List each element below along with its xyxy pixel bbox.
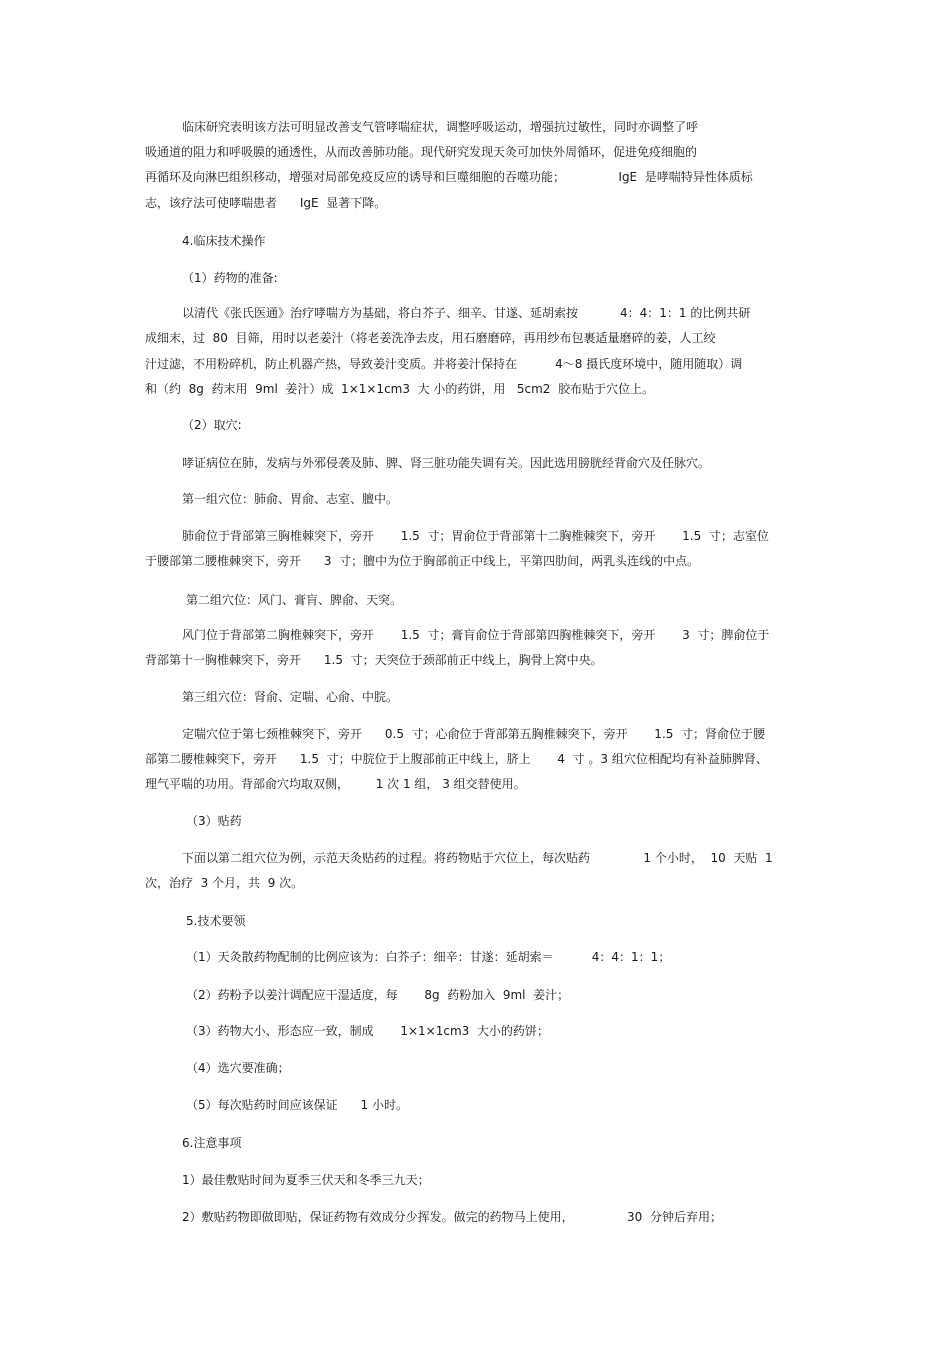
section-heading: 4.临床技术操作 [182, 234, 266, 248]
paragraph-line: 以清代《张氏医通》治疗哮喘方为基础，将白芥子、细辛、甘遂、延胡索按 4：4：1：1 的比例共研 [182, 306, 751, 320]
paragraph-line: 吸通道的阻力和呼吸膜的通透性，从而改善肺功能。现代研究发现天灸可加快外周循环，促进免疫细胞的 [145, 145, 698, 159]
paragraph-line: 下面以第二组穴位为例，示范天灸贴药的过程。将药物贴于穴位上，每次贴药 1 个小时， 10 天贴 1 [182, 851, 773, 865]
paragraph-line: 于腰部第二腰椎棘突下，旁开 3 寸；膻中为位于胸部前正中线上，平第四肋间，两乳头连线的中点。 [145, 554, 700, 568]
paragraph-line: 第二组穴位：风门、膏肓、脾俞、天突。 [186, 593, 403, 607]
list-item: 2）敷贴药物即做即贴，保证药物有效成分少挥发。做完的药物马上使用， 30 分钟后弃用； [182, 1210, 722, 1224]
paragraph-line: 风门位于背部第二胸椎棘突下，旁开 1.5 寸；膏肓俞位于背部第四胸椎棘突下，旁开 3 寸；脾俞位于 [182, 628, 770, 642]
list-item: （4）选穴要准确； [186, 1061, 290, 1075]
list-item: （5）每次贴药时间应该保证 1 小时。 [186, 1098, 408, 1112]
section-heading: 5.技术要领 [186, 914, 246, 928]
section-heading: 6.注意事项 [182, 1136, 242, 1150]
paragraph-line: 哮证病位在肺，发病与外邪侵袭及肺、脾、肾三脏功能失调有关。因此选用膀胱经背俞穴及任脉穴。 [182, 456, 711, 470]
list-item: （1）天灸散药物配制的比例应该为：白芥子：细辛：甘遂：延胡索＝ 4：4：1：1； [186, 950, 671, 964]
list-item: （2）药粉予以姜汁调配应干湿适度，每 8g 药粉加入 9ml 姜汁； [186, 988, 570, 1002]
list-item: 1）最佳敷贴时间为夏季三伏天和冬季三九天； [182, 1173, 430, 1187]
paragraph-line: 成细末，过 80 目筛，用时以老姜汁（将老姜洗净去皮，用石磨磨碎，再用纱布包裹适量磨碎的姜，人工绞 [145, 331, 716, 345]
paragraph-line: 定喘穴位于第七颈椎棘突下，旁开 0.5 寸；心俞位于背部第五胸椎棘突下，旁开 1.5 寸；肾俞位于腰 [182, 727, 766, 741]
paragraph-line: 第一组穴位：肺俞、胃俞、志室、膻中。 [182, 492, 399, 506]
list-item: （3）药物大小、形态应一致，制成 1×1×1cm3 大小的药饼； [186, 1024, 549, 1038]
paragraph-line: 理气平喘的功用。背部俞穴均取双侧， 1 次 1 组， 3 组交替使用。 [145, 777, 526, 791]
paragraph-line: 再循环及向淋巴组织移动，增强对局部免疫反应的诱导和巨噬细胞的吞噬功能； IgE 是哮喘特异性体质标 [145, 170, 753, 184]
subsection-heading: （2）取穴: [182, 418, 242, 432]
subsection-heading: （1）药物的准备: [182, 271, 278, 285]
paragraph-line: 第三组穴位：肾俞、定喘、心俞、中脘。 [182, 690, 399, 704]
subsection-heading: （3）贴药 [186, 814, 242, 828]
paragraph-line: 次，治疗 3 个月，共 9 次。 [145, 876, 304, 890]
paragraph-line: 临床研究表明该方法可明显改善支气管哮喘症状，调整呼吸运动，增强抗过敏性，同时亦调整了呼 [182, 120, 699, 134]
paragraph-line: 志，该疗法可使哮喘患者 IgE 显著下降。 [145, 196, 387, 210]
paragraph-line: 肺俞位于背部第三胸椎棘突下，旁开 1.5 寸；胃俞位于背部第十二胸椎棘突下，旁开 1.5 寸；志室位 [182, 529, 769, 543]
paragraph-line: 汁过滤，不用粉碎机，防止机器产热，导致姜汁变质。并将姜汁保持在 4～8 摄氏度环境中，随用随取）调 [145, 357, 743, 371]
paragraph-line: 背部第十一胸椎棘突下，旁开 1.5 寸；天突位于颈部前正中线上，胸骨上窝中央。 [145, 653, 603, 667]
paragraph-line: 部第二腰椎棘突下，旁开 1.5 寸；中脘位于上腹部前正中线上，脐上 4 寸 。3 组穴位相配均有补益肺脾肾、 [145, 752, 768, 766]
paragraph-line: 和（约 8g 药末用 9ml 姜汁）成 1×1×1cm3 大 小的药饼，用 5cm2 胶布贴于穴位上。 [145, 382, 655, 396]
